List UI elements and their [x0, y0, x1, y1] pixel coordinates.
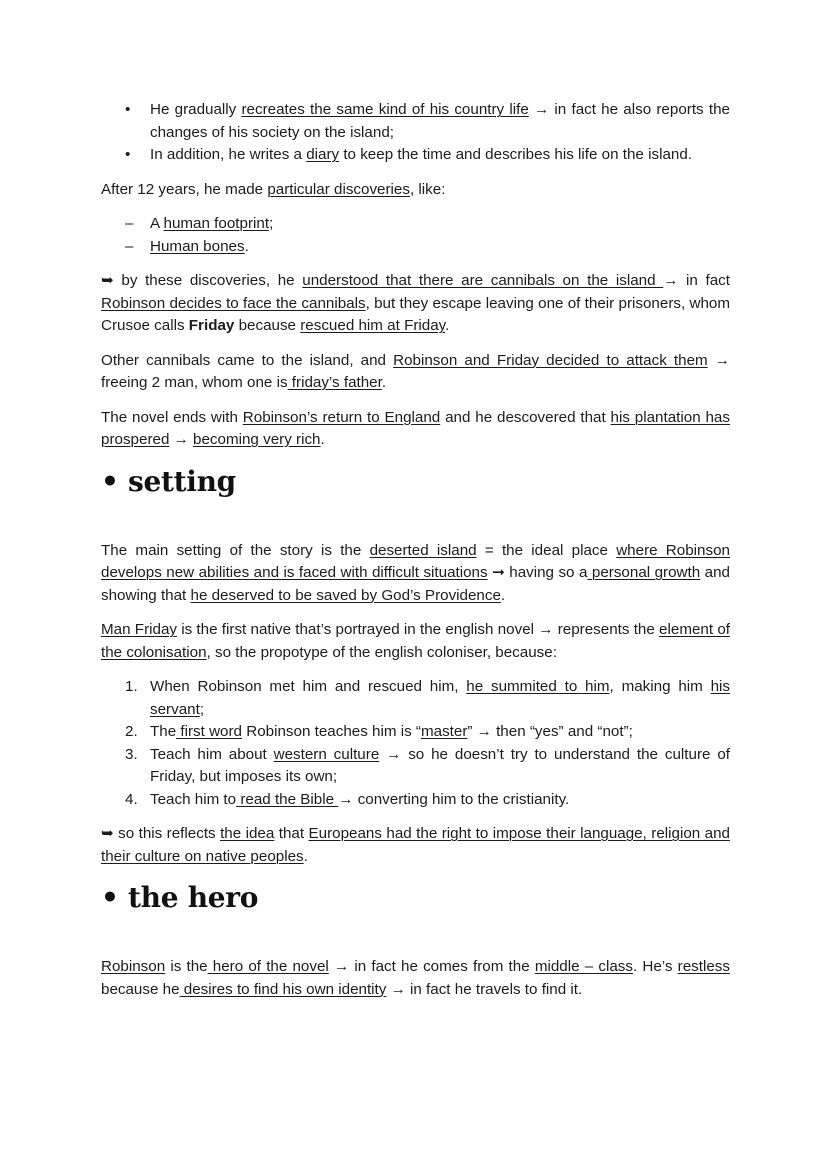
- text: ➥ so this reflects: [101, 825, 221, 842]
- text: → in fact he travels to find it.: [386, 980, 583, 998]
- text: After 12 years, he made: [101, 180, 268, 198]
- text: → in fact he also reports the changes of his society on the island;: [150, 101, 730, 141]
- underlined-text: middle – class: [534, 958, 633, 975]
- underlined-text: diary: [306, 146, 340, 163]
- discoveries-list: [101, 213, 730, 258]
- discovery-footprint: [150, 213, 730, 236]
- text: and he descovered that: [440, 408, 611, 426]
- underlined-text: hero of the novel: [207, 958, 329, 975]
- list-item: [125, 721, 730, 744]
- hero-paragraph: [101, 956, 730, 1001]
- cannibals-paragraph: [101, 270, 730, 338]
- underlined-text: personal growth: [587, 564, 701, 581]
- text: ➞ having so a: [487, 564, 588, 581]
- text: because he: [101, 980, 180, 998]
- text: , so the propotype of the english coloniser, because:: [206, 643, 557, 661]
- text: → freeing 2 man, whom one is: [101, 351, 730, 391]
- setting-paragraph: [101, 540, 730, 608]
- underlined-text: becoming very rich: [193, 431, 321, 448]
- underlined-text: restless: [677, 958, 730, 975]
- underlined-text: read the Bible: [236, 790, 339, 808]
- underlined-text: Robinson: [101, 958, 166, 975]
- bullet-country-life: [150, 99, 730, 144]
- text: →: [169, 431, 194, 448]
- ending-paragraph: [101, 407, 730, 452]
- text: He gradually: [150, 101, 242, 118]
- text: When Robinson met him and rescued him,: [150, 678, 467, 695]
- text: ” → then “yes” and “not”;: [467, 723, 633, 740]
- text: to keep the time and describes his life on the island.: [339, 146, 693, 163]
- underlined-text: his plantation has prospered: [101, 408, 730, 448]
- text: , like:: [409, 180, 446, 198]
- underlined-text: rescued him at Friday: [300, 317, 446, 334]
- text: → so he doesn’t try to understand the culture of Friday, but imposes its own;: [150, 745, 730, 785]
- text: . He’s: [632, 958, 678, 975]
- text: is the: [165, 958, 208, 975]
- underlined-text: where Robinson develops new abilities and is faced with difficult situations: [101, 541, 730, 581]
- text: Teach him about: [150, 745, 274, 763]
- underlined-text: desires to find his own identity: [179, 980, 387, 998]
- hero-heading: • the hero: [101, 881, 259, 914]
- text: Other cannibals came to the island, and: [101, 351, 394, 369]
- underlined-text: Human bones: [150, 237, 245, 255]
- underlined-text: the idea: [220, 825, 275, 842]
- text: , but they escape leaving one of their prisoners, whom Crusoe calls: [101, 294, 730, 334]
- text: ➥ by these discoveries, he: [101, 272, 303, 289]
- list-number: 1.: [125, 678, 138, 695]
- text: , making him: [609, 678, 711, 695]
- text: A: [150, 215, 164, 232]
- text: Teach him to: [150, 790, 237, 808]
- underlined-text: deserted island: [369, 541, 477, 559]
- intro-bullet-list: [101, 99, 730, 167]
- list-item: [125, 676, 731, 721]
- friday-paragraph: [101, 619, 730, 664]
- bullet-diary: [150, 144, 730, 167]
- attack-paragraph: [101, 350, 730, 395]
- friday-numbered-list: [101, 676, 730, 811]
- underlined-text: friday’s father: [287, 374, 382, 391]
- underlined-text: Robinson and Friday decided to attack them: [393, 351, 708, 369]
- discoveries-paragraph: [101, 179, 730, 202]
- text: .: [445, 317, 450, 334]
- setting-heading: • setting: [101, 464, 236, 498]
- underlined-text: master: [420, 723, 468, 740]
- text: The: [150, 723, 177, 740]
- text: and showing that: [101, 564, 730, 604]
- underlined-text: western culture: [273, 745, 380, 763]
- text: The main setting of the story is the: [101, 541, 370, 559]
- underlined-text: he deserved to be saved by God’s Providence: [190, 586, 501, 604]
- text: ;: [199, 700, 205, 718]
- underlined-text: Robinson decides to face the cannibals: [101, 294, 366, 312]
- list-number: 4.: [125, 790, 138, 808]
- text: → in fact he comes from the: [328, 958, 535, 975]
- text: .: [320, 431, 325, 448]
- underlined-text: element of the colonisation: [101, 621, 730, 661]
- text: The novel ends with: [101, 408, 243, 426]
- text: → in fact: [663, 272, 730, 289]
- underlined-text: his servant: [150, 678, 731, 718]
- list-item: [125, 744, 730, 789]
- text: is the first native that’s portrayed in the english novel → represents the: [176, 621, 660, 638]
- idea-paragraph: [101, 823, 730, 868]
- underlined-text: understood that there are cannibals on the island: [302, 272, 664, 289]
- list-number: 2.: [125, 723, 138, 740]
- text: .: [500, 586, 506, 604]
- text: because: [234, 317, 301, 334]
- list-number: 3.: [125, 745, 138, 763]
- text: .: [381, 374, 387, 391]
- bold-text: Friday: [188, 317, 235, 334]
- text: Robinson teaches him is “: [242, 723, 421, 740]
- underlined-text: first word: [176, 723, 242, 740]
- page-content: [101, 99, 730, 1013]
- text: ;: [269, 215, 274, 232]
- text: .: [244, 237, 249, 255]
- text: .: [303, 847, 308, 865]
- text: that: [274, 825, 309, 842]
- discovery-bones: [150, 236, 730, 259]
- underlined-text: Man Friday: [101, 621, 177, 638]
- underlined-text: Robinson’s return to England: [242, 408, 441, 426]
- underlined-text: particular discoveries: [267, 180, 410, 198]
- underlined-text: human footprint: [163, 215, 270, 232]
- list-item: [125, 789, 730, 812]
- underlined-text: recreates the same kind of his country life: [241, 101, 529, 118]
- text: In addition, he writes a: [150, 146, 307, 163]
- underlined-text: he summited to him: [466, 678, 610, 695]
- text: = the ideal place: [476, 541, 617, 559]
- text: → converting him to the cristianity.: [338, 790, 570, 808]
- underlined-text: Europeans had the right to impose their language, religion and their culture on native peoples: [101, 825, 730, 865]
